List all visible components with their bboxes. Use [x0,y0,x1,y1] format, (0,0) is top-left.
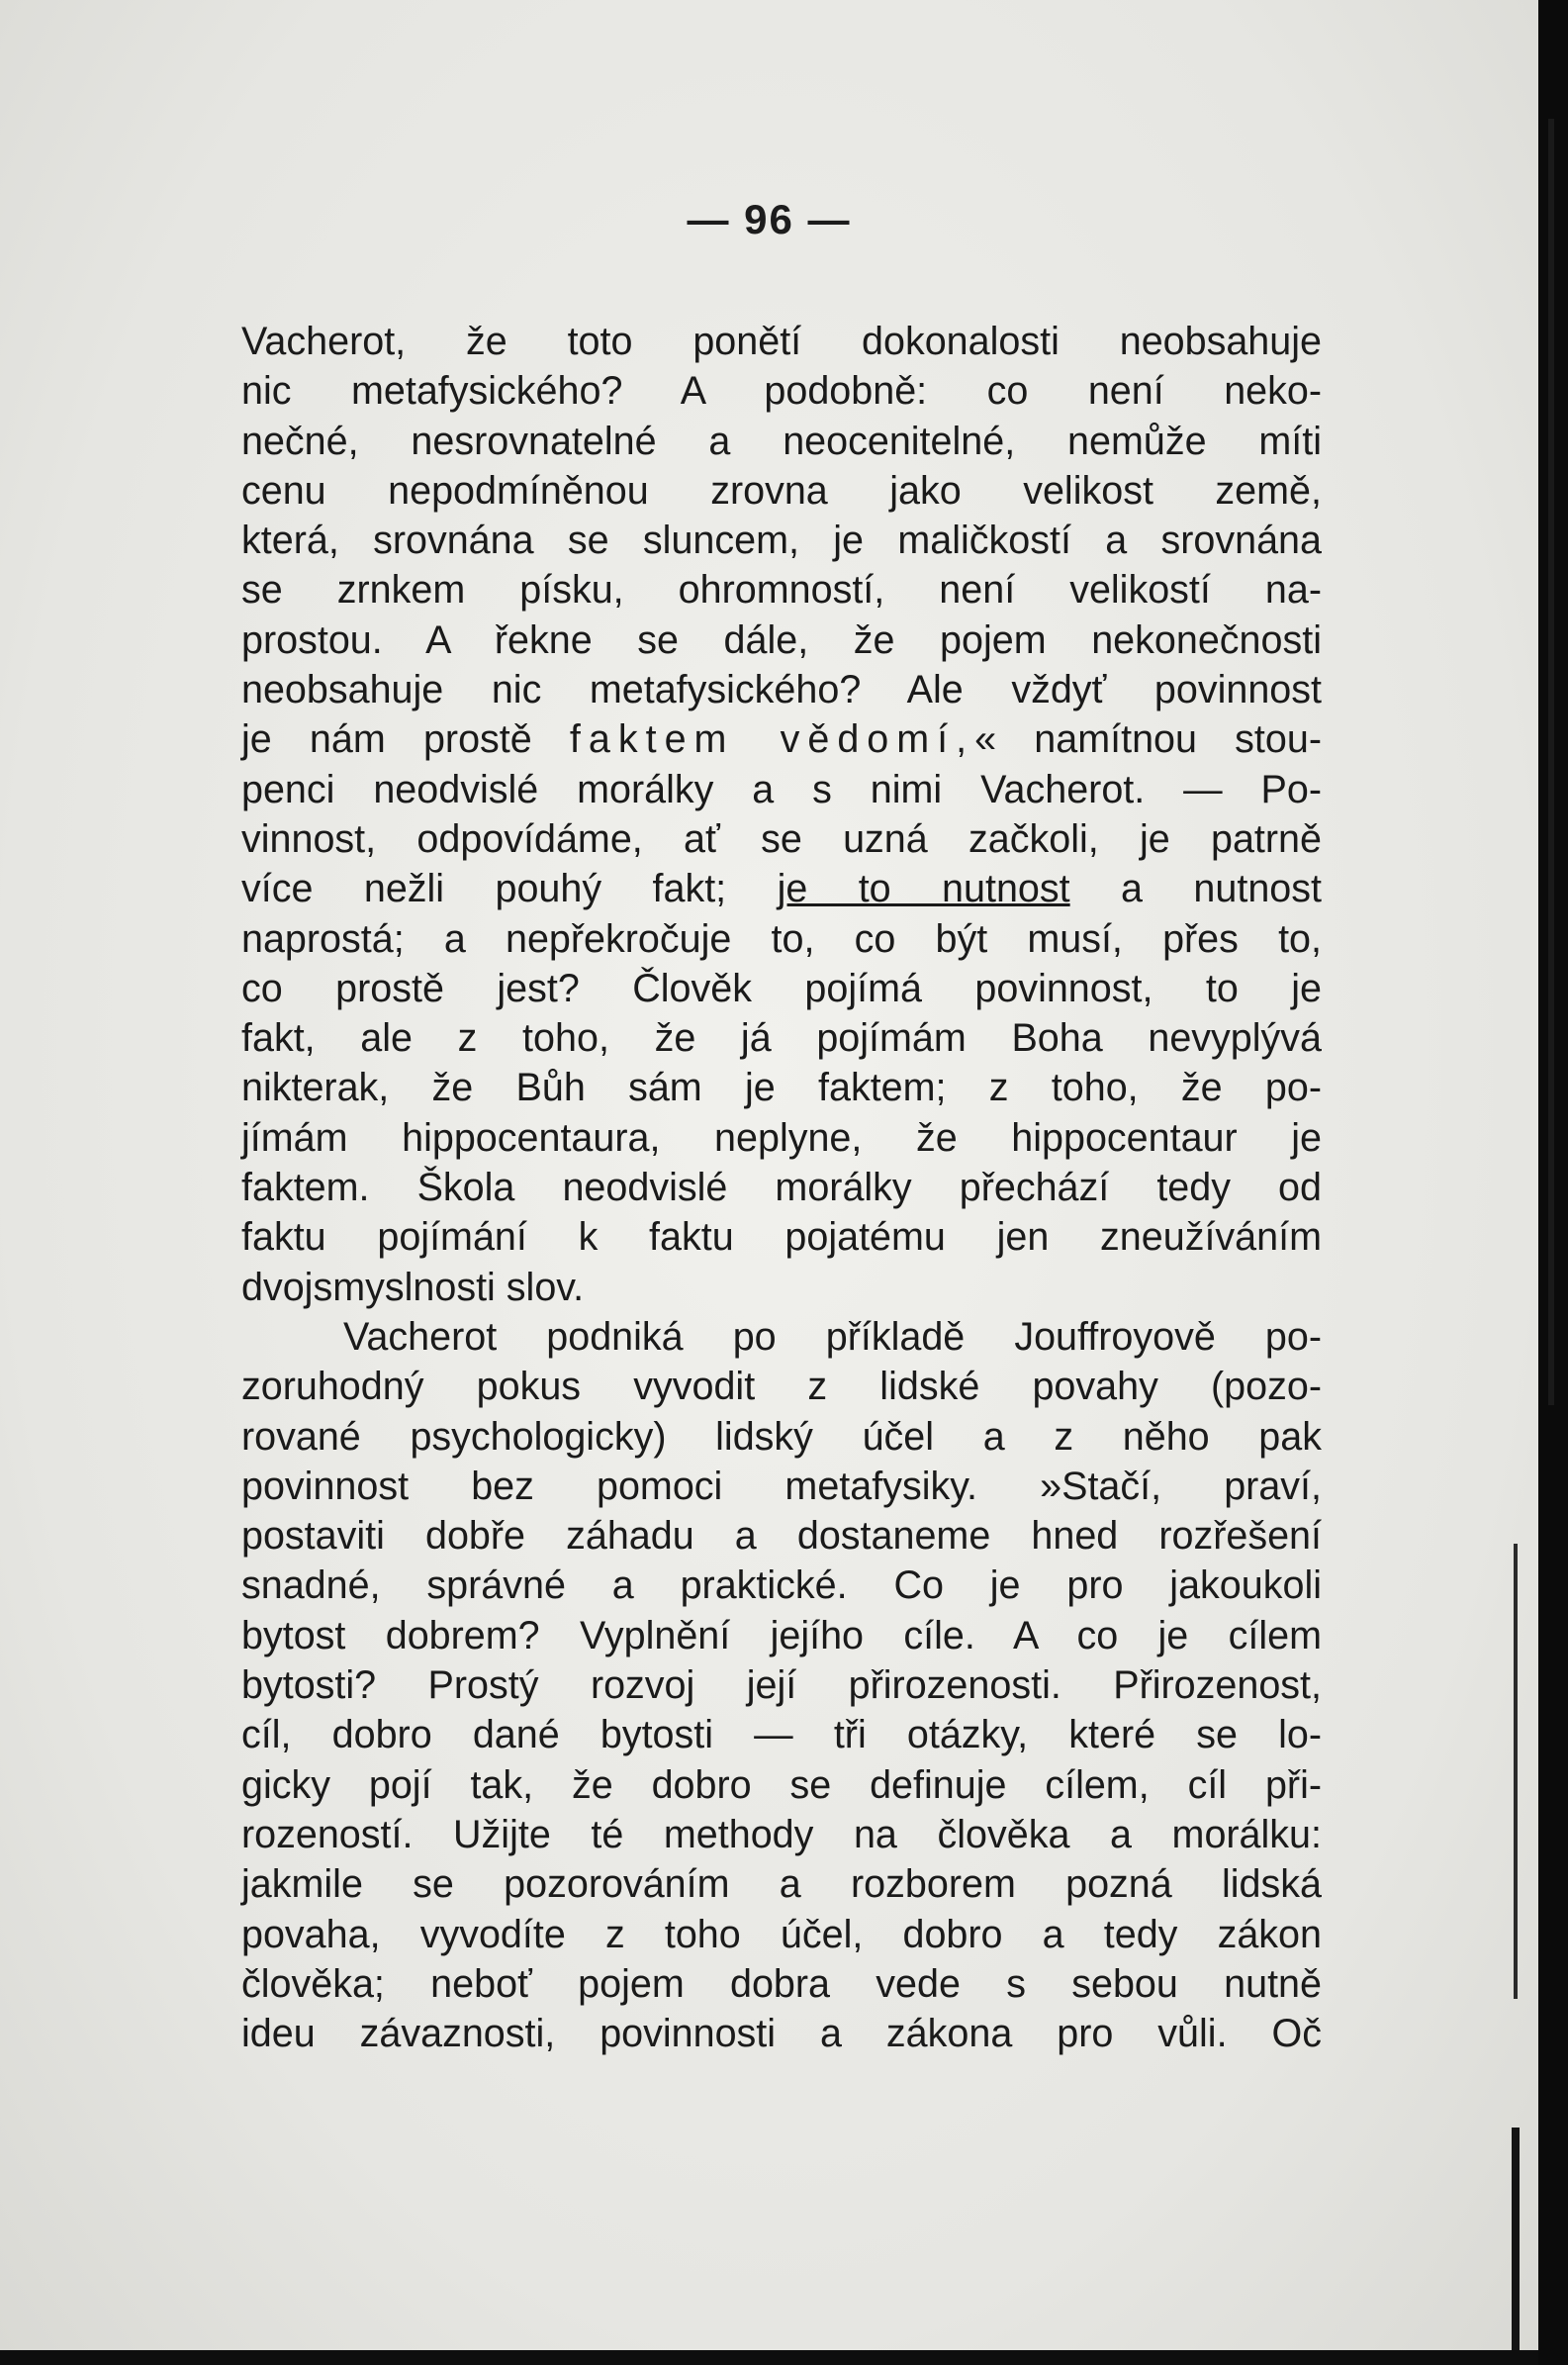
text-line: Vacherot, že toto ponětí dokonalosti neobsahuje [241,320,1322,363]
body-text [241,317,1322,2058]
text-line: fakt, ale z toho, že já pojímám Boha nevyplývá [241,1016,1322,1061]
text-line: povaha, vyvodíte z toho účel, dobro a tedy zákon [241,1912,1322,1956]
text-line: nic metafysického? A podobně: co není neko- [241,369,1322,414]
text-line: postaviti dobře záhadu a dostaneme hned rozřešení [241,1514,1322,1559]
text-line: penci neodvislé morálky a s nimi Vacherot. — Po- [241,767,1322,811]
text-fragment: je nám prostě [241,717,570,762]
paragraph-1 [241,317,1322,1312]
text-line: povinnost bez pomoci metafysiky. »Stačí, praví, [241,1464,1322,1508]
page-number: — 96 — [687,196,852,242]
text-line: člověka; neboť pojem dobra vede s sebou nutně [241,1961,1322,2006]
text-line: neobsahuje nic metafysického? Ale vždyť povinnost [241,668,1322,712]
text-line: nikterak, že Bůh sám je faktem; z toho, že po- [241,1066,1322,1110]
underlined-emphasis: je to nutnost [777,867,1070,911]
text-line: zoruhodný pokus vyvodit z lidské povahy (pozo- [241,1365,1322,1409]
text-line: bytosti? Prostý rozvoj její přirozenosti. Přirozenost, [241,1663,1322,1708]
text-line: co prostě jest? Člověk pojímá povinnost, to je [241,966,1322,1010]
page-edge-mark [1512,2128,1520,2350]
text-line: nečné, nesrovnatelné a neocenitelné, nemůže míti [241,419,1322,463]
text-line: ideu závaznosti, povinnosti a zákona pro vůli. Oč [241,2012,1322,2056]
text-line: cenu nepodmíněnou zrovna jako velikost země, [241,468,1322,513]
paragraph-2 [241,1312,1322,2058]
text-fragment: « namítnou stou- [974,717,1322,762]
text-fragment: a nutnost [1069,867,1322,911]
text-line: naprostá; a nepřekročuje to, co být musí, přes to, [241,916,1322,961]
text-fragment: více nežli pouhý fakt; [241,867,778,911]
text-line: vinnost, odpovídáme, ať se uzná začkoli, je patrně [241,816,1322,861]
text-line [241,714,1322,764]
text-line: rozeností. Užijte té methody na člověka a morálku: [241,1812,1322,1856]
text-line: faktem. Škola neodvislé morálky přechází tedy od [241,1166,1322,1210]
page-edge-mark [1514,1544,1518,1999]
text-line: jakmile se pozorováním a rozborem pozná lidská [241,1862,1322,1907]
text-line [241,864,1322,913]
text-line: dvojsmyslnosti slov. [241,1265,585,1309]
text-line: prostou. A řekne se dále, že pojem nekonečnosti [241,617,1322,662]
text-line: gicky pojí tak, že dobro se definuje cílem, cíl při- [241,1762,1322,1807]
text-line: Vacherot podniká po příkladě Jouffroyově po- [343,1314,1322,1359]
text-line: se zrnkem písku, ohromností, není velikostí na- [241,568,1322,613]
text-line: faktu pojímání k faktu pojatému jen zneužíváním [241,1215,1322,1260]
text-line: jímám hippocentaura, neplyne, že hippocentaur je [241,1115,1322,1160]
text-line: bytost dobrem? Vyplnění jejího cíle. A co je cílem [241,1613,1322,1657]
text-line: rované psychologicky) lidský účel a z něho pak [241,1414,1322,1459]
page-edge-mark [1548,119,1554,1405]
text-line: která, srovnána se sluncem, je maličkostí a srovnána [241,519,1322,563]
text-line: cíl, dobro dané bytosti — tři otázky, které se lo- [241,1713,1322,1757]
text-line: snadné, správné a praktické. Co je pro jakoukoli [241,1563,1322,1608]
spaced-emphasis: faktem vědomí, [569,717,975,762]
